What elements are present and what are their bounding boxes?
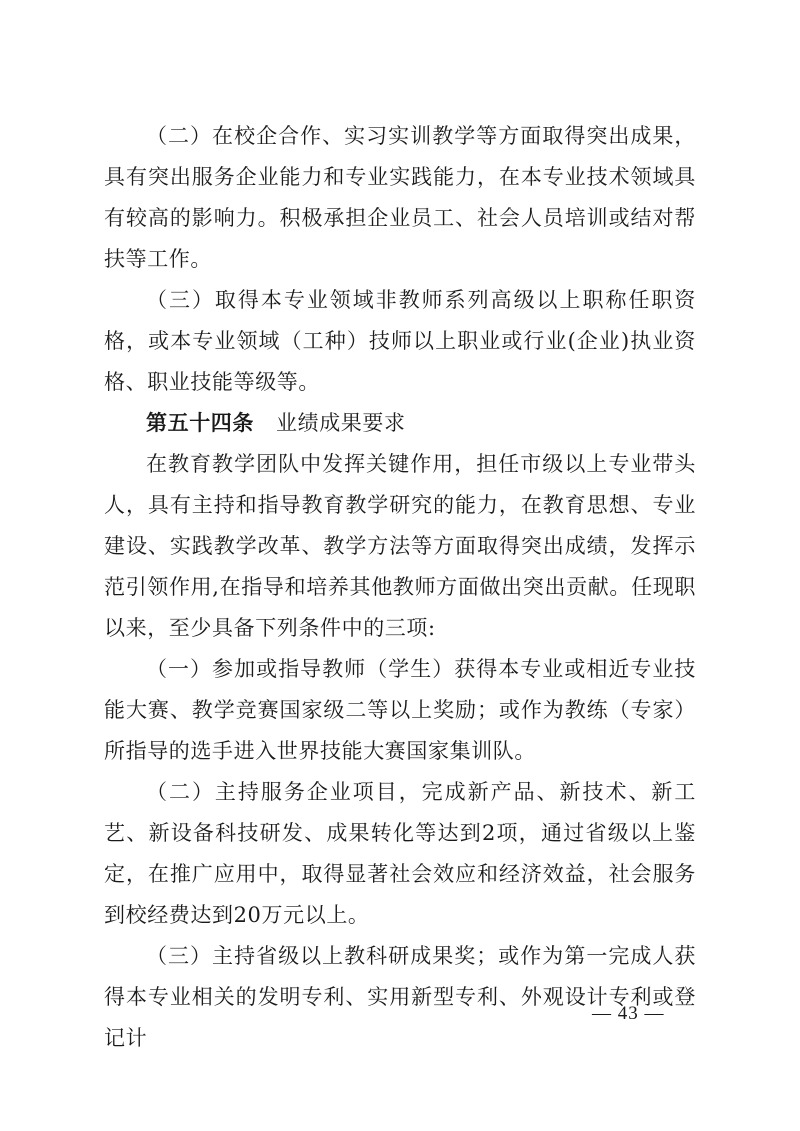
condition-item-3: （三）主持省级以上教科研成果奖；或作为第一完成人获得本专业相关的发明专利、实用新型专利、外观设计专利或登记计 [104,944,696,1050]
document-body [104,116,696,1059]
condition-item-2: （二）主持服务企业项目，完成新产品、新技术、新工艺、新设备科技研发、成果转化等达到2项，通过省级以上鉴定，在推广应用中，取得显著社会效应和经济效益，社会服务到校经费达到20万元以上。 [104,780,696,927]
paragraph-item-2: （二）在校企合作、实习实训教学等方面取得突出成果，具有突出服务企业能力和专业实践能力，在本专业技术领域具有较高的影响力。积极承担企业员工、社会人员培训或结对帮扶等工作。 [104,124,696,271]
page-number: — 43 — [592,1003,665,1024]
article-heading [104,403,696,444]
article-title: 业绩成果要求 [276,411,406,435]
article-label: 第五十四条 [146,411,254,435]
paragraph-item-3: （三）取得本专业领域非教师系列高级以上职称任职资格，或本专业领域（工种）技师以上职业或行业(企业)执业资格、职业技能等级等。 [104,288,696,394]
article-intro-paragraph: 在教育教学团队中发挥关键作用，担任市级以上专业带头人，具有主持和指导教育教学研究的能力，在教育思想、专业建设、实践教学改革、教学方法等方面取得突出成绩，发挥示范引领作用,在指导和培养其他教师方面做出突出贡献。任现职以来，至少具备下列条件中的三项: [104,452,696,640]
condition-item-1: （一）参加或指导教师（学生）获得本专业或相近专业技能大赛、教学竞赛国家级二等以上奖励；或作为教练（专家）所指导的选手进入世界技能大赛国家集训队。 [104,657,696,763]
